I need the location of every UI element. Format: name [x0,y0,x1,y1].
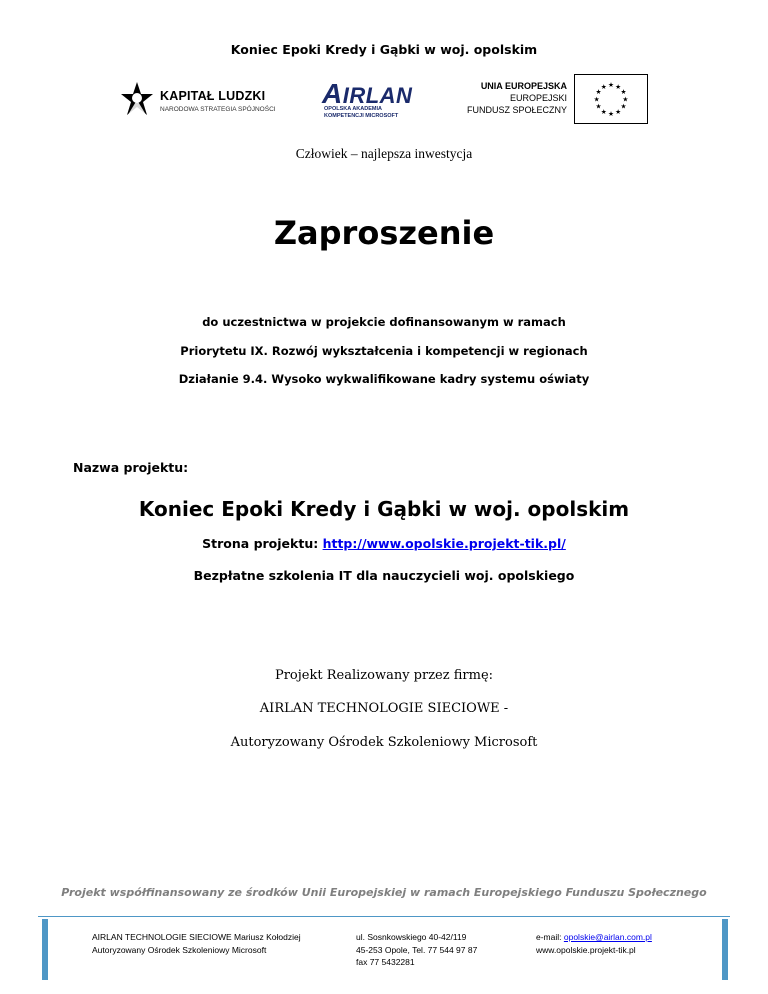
eu-logo-line-1: UNIA EUROPEJSKA [480,81,567,91]
footer-divider [38,916,730,917]
subtitle-line-1: do uczestnictwa w projekcie dofinansowanym w ramach [202,315,566,329]
subtitle-line-3: Działanie 9.4. Wysoko wykwalifikowane kadry systemu oświaty [178,372,590,386]
eu-star-icon: ★ [620,102,627,111]
eu-star-icon: ★ [607,81,615,89]
footer-address [356,931,477,969]
footer-website: www.opolskie.projekt-tik.pl [536,944,636,955]
project-site-link[interactable]: http://www.opolskie.projekt-tik.pl/ [322,536,566,551]
eu-logo-line-3: FUNDUSZ SPOŁECZNY [466,105,567,115]
implemented-by-line-3: Autoryzowany Ośrodek Szkoleniowy Microsoft [230,735,538,750]
eu-star-icon: ★ [615,107,622,116]
eu-star-icon: ★ [607,109,615,118]
footer-contact [536,931,652,956]
project-name: Koniec Epoki Kredy i Gąbki w woj. opolskim [138,497,630,521]
eu-flag-icon [574,74,648,124]
eu-star-icon: ★ [600,107,607,116]
footer-fax: fax 77 5432281 [356,957,415,967]
kapital-ludzki-subtitle: NARODOWA STRATEGIA SPÓJNOŚCI [160,106,276,113]
footer-email-link[interactable]: opolskie@airlan.com.pl [563,932,652,942]
footer-company [92,931,301,956]
project-site [0,536,768,551]
footer-city-phone: 45-253 Opole, Tel. 77 544 97 87 [356,944,478,955]
airlan-tagline-1: OPOLSKA AKADEMIA [324,106,382,112]
airlan-logo [320,78,415,122]
airlan-wordmark-initial: A [322,78,343,109]
footer-street: ul. Sosnkowskiego 40-42/119 [356,932,467,942]
motto: Człowiek – najlepsza inwestycja [295,146,473,161]
implemented-by-line-2: AIRLAN TECHNOLOGIE SIECIOWE - [259,701,509,716]
eu-star-icon: ★ [595,102,602,111]
kapital-ludzki-star-icon [120,80,154,120]
eu-logo-text [467,80,567,116]
eu-star-icon: ★ [622,95,629,104]
page-title: Zaproszenie [273,214,495,252]
footer-email-row [536,931,652,944]
eu-star-icon: ★ [600,82,607,91]
footer-left-bar [42,919,48,980]
kapital-ludzki-title: KAPITAŁ LUDZKI [160,89,266,103]
footer-email-label: e-mail: [536,932,564,942]
eu-star-icon: ★ [595,88,602,97]
footer-company-desc: Autoryzowany Ośrodek Szkoleniowy Microsoft [92,944,267,955]
subtitle-line-2: Priorytetu IX. Rozwój wykształcenia i kompetencji w regionach [180,344,588,358]
project-name-label: Nazwa projektu: [73,460,189,475]
eu-star-icon: ★ [593,95,600,104]
eu-star-icon: ★ [615,82,622,91]
eu-star-icon: ★ [620,88,627,97]
eu-logo-line-2: EUROPEJSKI [509,93,567,103]
project-site-label: Strona projektu: [202,536,323,551]
cofinancing-note: Projekt współfinansowany ze środków Unii Europejskiej w ramach Europejskiego Funduszu Społecznego [61,886,707,899]
airlan-tagline-2: KOMPETENCJI MICROSOFT [324,113,399,119]
kapital-ludzki-logo [120,80,280,122]
document-header-title: Koniec Epoki Kredy i Gąbki w woj. opolskim [230,42,538,57]
free-training-note: Bezpłatne szkolenia IT dla nauczycieli woj. opolskiego [193,568,575,583]
implemented-by-line-1: Projekt Realizowany przez firmę: [274,668,494,683]
footer-right-bar [722,919,728,980]
footer-company-name: AIRLAN TECHNOLOGIE SIECIOWE Mariusz Kołodziej [92,932,301,942]
airlan-wordmark-rest: IRLAN [342,83,413,108]
logo-bar [0,72,768,128]
eu-logo [453,74,648,126]
